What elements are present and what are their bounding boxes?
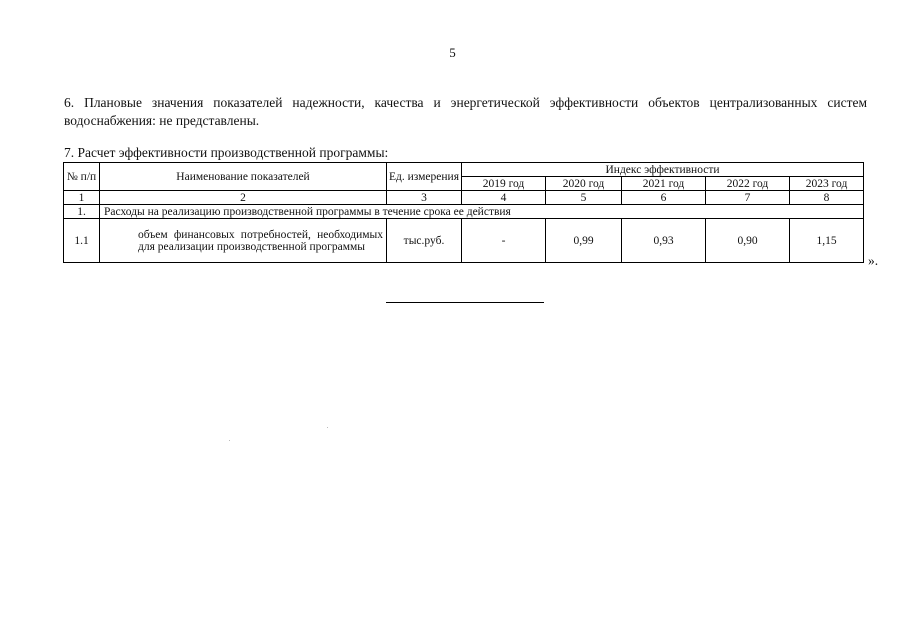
page-number: 5 — [449, 45, 456, 60]
column-number: 3 — [387, 191, 462, 205]
section-7-title: 7. Расчет эффективности производственной программы: — [64, 145, 389, 160]
header-name: Наименование показателей — [100, 163, 387, 191]
data-row-num: 1.1 — [64, 219, 100, 263]
column-number: 5 — [546, 191, 622, 205]
column-number: 6 — [622, 191, 706, 205]
data-row-value: 0,99 — [546, 219, 622, 263]
paragraph-6: 6. Плановые значения показателей надежности, качества и энергетической эффективности объектов централизованных систем водоснабжения: не представлены. — [64, 95, 867, 128]
data-row-name: объем финансовых потребностей, необходимых для реализации производственной программы — [100, 219, 387, 263]
header-num: № п/п — [64, 163, 100, 191]
header-year: 2022 год — [706, 177, 790, 191]
data-row-value: 0,90 — [706, 219, 790, 263]
closing-quote: ». — [868, 253, 879, 268]
header-row-1 — [64, 163, 864, 177]
column-number: 1 — [64, 191, 100, 205]
column-number: 8 — [790, 191, 864, 205]
header-year: 2019 год — [462, 177, 546, 191]
column-number: 2 — [100, 191, 387, 205]
column-number-row — [64, 191, 864, 205]
header-year: 2020 год — [546, 177, 622, 191]
scan-speck — [327, 427, 328, 428]
section-row-text: Расходы на реализацию производственной программы в течение срока ее действия — [100, 205, 864, 219]
scan-speck — [229, 440, 230, 441]
section-row-num: 1. — [64, 205, 100, 219]
header-unit: Ед. измерения — [387, 163, 462, 191]
end-of-document-rule — [386, 302, 544, 303]
section-row — [64, 205, 864, 219]
column-number: 7 — [706, 191, 790, 205]
header-year: 2021 год — [622, 177, 706, 191]
data-row-value: - — [462, 219, 546, 263]
efficiency-table — [63, 162, 864, 263]
header-year: 2023 год — [790, 177, 864, 191]
data-row — [64, 219, 864, 263]
column-number: 4 — [462, 191, 546, 205]
header-index-group: Индекс эффективности — [462, 163, 864, 177]
data-row-unit: тыс.руб. — [387, 219, 462, 263]
data-row-value: 0,93 — [622, 219, 706, 263]
data-row-value: 1,15 — [790, 219, 864, 263]
